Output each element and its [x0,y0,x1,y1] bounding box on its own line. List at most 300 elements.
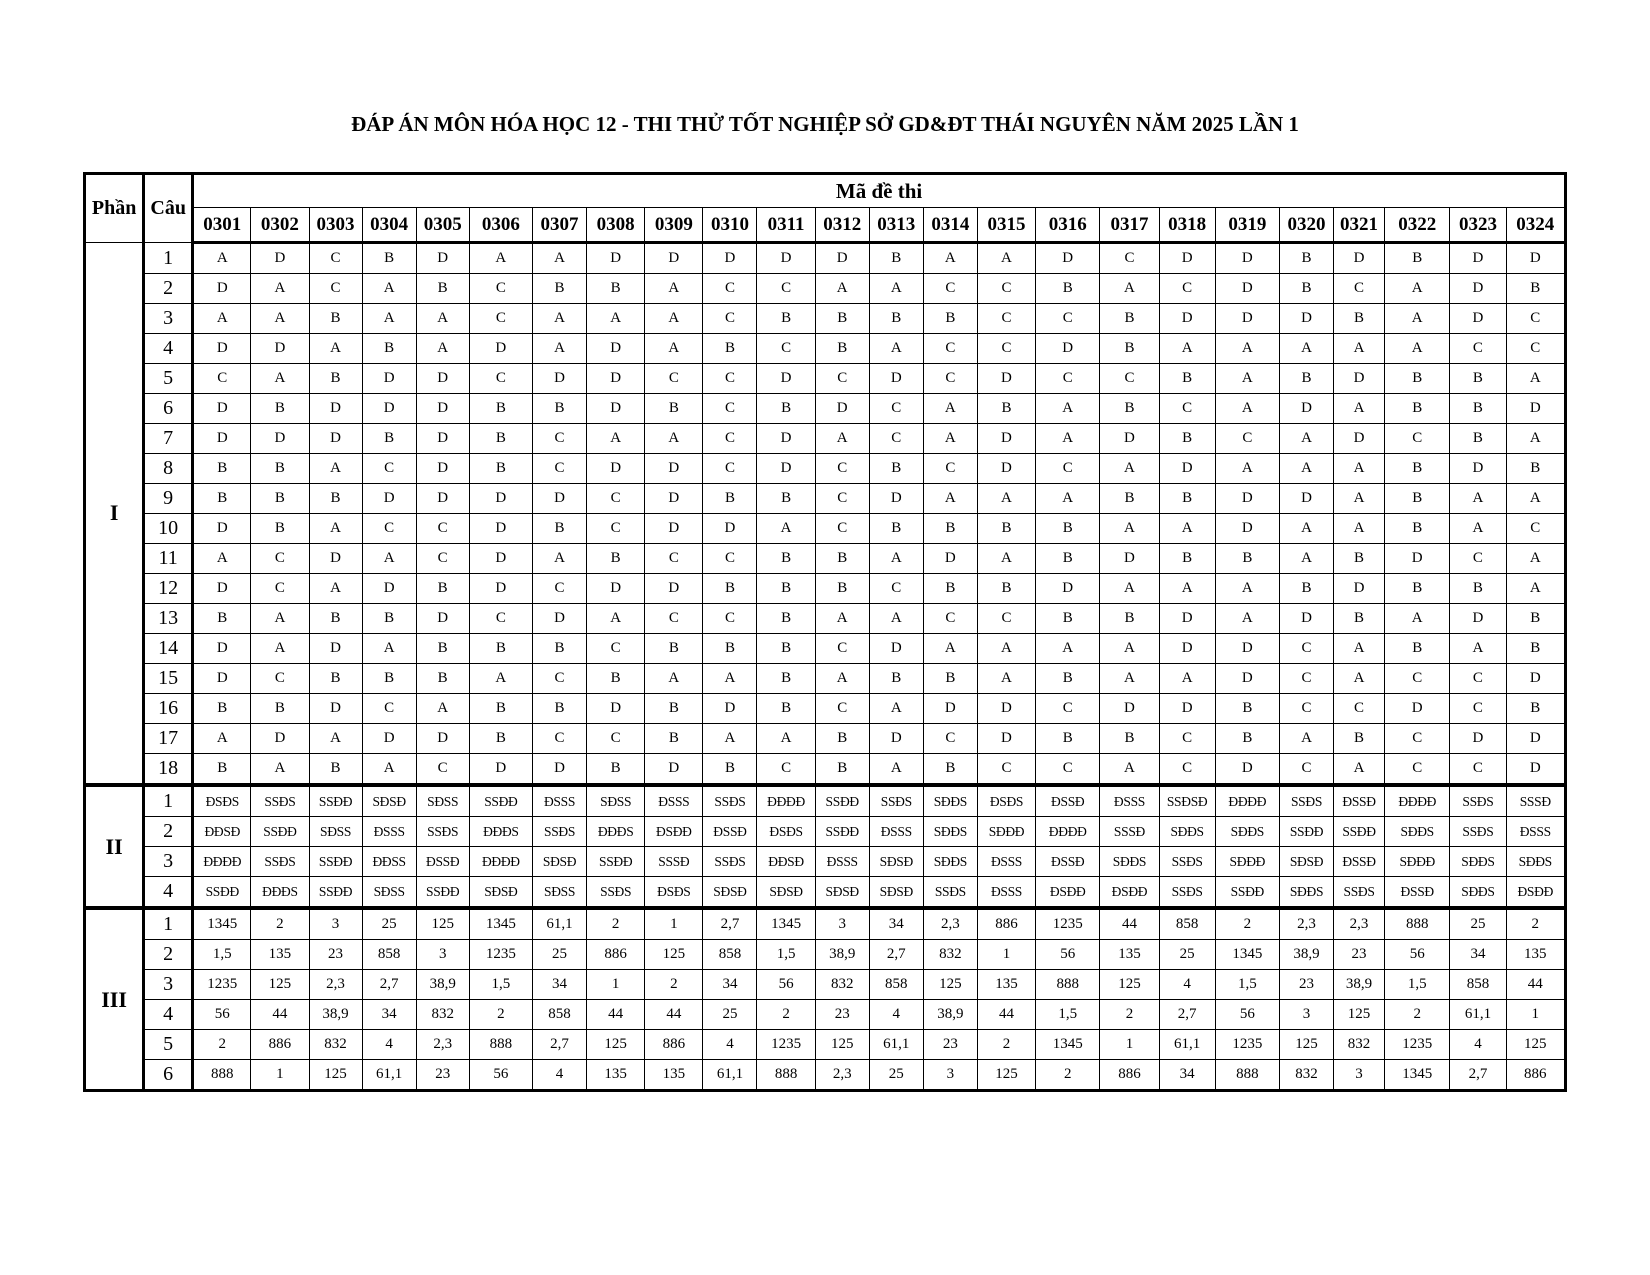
answer-cell: A [469,243,532,274]
answer-cell: 25 [869,1060,923,1091]
answer-cell: ĐSSS [977,847,1035,877]
answer-cell: A [1215,394,1279,424]
answer-cell: SSĐS [923,877,977,909]
answer-cell: 135 [1100,940,1159,970]
answer-cell: ĐSSS [532,785,586,817]
answer-cell: C [362,694,416,724]
answer-cell: SĐĐS [1159,817,1215,847]
answer-cell: D [193,424,251,454]
answer-cell: D [587,364,645,394]
answer-cell: A [757,514,815,544]
answer-row [85,604,1566,634]
answer-cell: SĐĐS [1215,817,1279,847]
answer-cell: D [1334,424,1385,454]
answer-cell: D [1159,243,1215,274]
answer-cell: D [587,334,645,364]
answer-cell: A [1385,604,1450,634]
answer-cell: B [757,574,815,604]
answer-cell: 886 [1100,1060,1159,1091]
answer-cell: A [1215,574,1279,604]
answer-cell: D [1385,694,1450,724]
answer-cell: 34 [1450,940,1506,970]
answer-cell: A [1506,484,1566,514]
answer-cell: B [757,634,815,664]
answer-cell: B [251,694,309,724]
answer-cell: SSĐS [1334,877,1385,909]
answer-cell: D [1334,364,1385,394]
answer-cell: D [532,364,586,394]
answer-cell: B [703,754,757,786]
answer-cell: SĐĐS [1279,877,1333,909]
exam-code-header: 0320 [1279,208,1333,243]
header-cau: Câu [144,174,193,243]
exam-code-header: 0308 [587,208,645,243]
answer-cell: A [977,243,1035,274]
answer-cell: ĐSSĐ [1036,785,1100,817]
answer-cell: C [815,694,869,724]
answer-cell: A [1450,514,1506,544]
answer-cell: ĐĐĐĐ [757,785,815,817]
answer-cell: D [309,544,362,574]
answer-cell: 832 [1334,1030,1385,1060]
answer-cell: 2,7 [869,940,923,970]
answer-cell: A [815,664,869,694]
answer-cell: 1 [1100,1030,1159,1060]
answer-cell: SSĐS [1450,785,1506,817]
answer-cell: 23 [309,940,362,970]
answer-cell: C [1279,694,1333,724]
answer-cell: 1345 [1036,1030,1100,1060]
answer-cell: D [532,484,586,514]
answer-cell: 886 [251,1030,309,1060]
answer-row [85,1060,1566,1091]
answer-cell: 888 [1215,1060,1279,1091]
answer-cell: B [251,514,309,544]
answer-cell: C [815,454,869,484]
answer-cell: A [362,544,416,574]
answer-cell: 886 [587,940,645,970]
answer-cell: 2,7 [532,1030,586,1060]
answer-cell: SĐĐS [1100,847,1159,877]
answer-cell: C [869,424,923,454]
answer-cell: 125 [587,1030,645,1060]
answer-cell: D [416,364,469,394]
answer-cell: D [1450,454,1506,484]
answer-cell: D [1334,243,1385,274]
answer-cell: D [815,243,869,274]
answer-cell: D [416,484,469,514]
answer-cell: 2,3 [815,1060,869,1091]
answer-cell: 1 [977,940,1035,970]
answer-cell: D [1450,243,1506,274]
answer-row [85,664,1566,694]
answer-cell: B [193,694,251,724]
answer-cell: A [1036,394,1100,424]
answer-cell: SSĐSĐ [1159,785,1215,817]
answer-cell: C [1036,454,1100,484]
question-number: 15 [144,664,193,694]
answer-cell: C [703,454,757,484]
answer-cell: B [1100,604,1159,634]
answer-cell: B [1279,274,1333,304]
answer-cell: B [1036,604,1100,634]
answer-cell: 3 [815,908,869,940]
answer-cell: B [1036,544,1100,574]
answer-cell: B [757,394,815,424]
answer-cell: D [869,364,923,394]
answer-cell: B [977,514,1035,544]
answer-cell: D [193,394,251,424]
answer-cell: SĐSĐ [815,877,869,909]
answer-cell: B [1506,454,1566,484]
answer-cell: C [532,424,586,454]
answer-cell: D [1215,754,1279,786]
answer-cell: B [1036,664,1100,694]
answer-cell: D [1159,694,1215,724]
answer-cell: D [869,724,923,754]
answer-row [85,274,1566,304]
answer-cell: 34 [532,970,586,1000]
answer-cell: 23 [815,1000,869,1030]
answer-cell: B [362,604,416,634]
answer-cell: 886 [645,1030,703,1060]
answer-cell: A [416,304,469,334]
answer-cell: C [869,574,923,604]
answer-cell: ĐSSS [645,785,703,817]
answer-cell: B [815,754,869,786]
answer-cell: B [757,664,815,694]
answer-cell: 3 [309,908,362,940]
answer-cell: C [1506,304,1566,334]
answer-cell: A [309,514,362,544]
answer-cell: 1345 [193,908,251,940]
answer-cell: A [645,664,703,694]
answer-cell: D [416,243,469,274]
answer-cell: C [757,334,815,364]
answer-cell: D [1215,274,1279,304]
answer-row [85,1000,1566,1030]
answer-cell: C [1036,364,1100,394]
answer-cell: D [703,514,757,544]
answer-cell: 38,9 [1279,940,1333,970]
answer-cell: SSĐĐ [193,877,251,909]
answer-cell: B [923,664,977,694]
answer-cell: SĐSĐ [532,847,586,877]
answer-cell: C [1506,334,1566,364]
answer-cell: 25 [1450,908,1506,940]
answer-cell: 4 [703,1030,757,1060]
answer-cell: 56 [1036,940,1100,970]
answer-cell: 1 [251,1060,309,1091]
answer-cell: SSĐĐ [309,785,362,817]
answer-cell: B [416,634,469,664]
answer-cell: ĐĐĐĐ [469,847,532,877]
answer-cell: A [1100,454,1159,484]
answer-cell: ĐĐĐĐ [193,847,251,877]
answer-cell: B [1279,364,1333,394]
exam-code-header: 0313 [869,208,923,243]
answer-cell: A [587,424,645,454]
answer-cell: 34 [869,908,923,940]
answer-cell: 3 [1334,1060,1385,1091]
answer-cell: C [645,604,703,634]
answer-cell: C [1450,694,1506,724]
answer-cell: C [532,574,586,604]
answer-cell: D [1279,484,1333,514]
answer-row [85,724,1566,754]
answer-cell: ĐSĐĐ [1100,877,1159,909]
exam-code-header: 0307 [532,208,586,243]
answer-cell: SSĐS [532,817,586,847]
answer-cell: 1,5 [757,940,815,970]
answer-cell: 1 [1506,1000,1566,1030]
answer-cell: D [362,724,416,754]
document-title: ĐÁP ÁN MÔN HÓA HỌC 12 - THI THỬ TỐT NGHIỆP SỞ GD&ĐT THÁI NGUYÊN NĂM 2025 LẦN 1 [351,112,1299,136]
answer-cell: D [532,754,586,786]
answer-cell: B [362,664,416,694]
question-number: 6 [144,1060,193,1091]
answer-cell: C [1159,724,1215,754]
answer-cell: C [977,754,1035,786]
answer-cell: 1345 [1385,1060,1450,1091]
answer-row [85,847,1566,877]
question-number: 5 [144,1030,193,1060]
answer-row [85,514,1566,544]
answer-cell: B [757,544,815,574]
answer-cell: C [977,274,1035,304]
answer-cell: A [1159,574,1215,604]
question-number: 11 [144,544,193,574]
answer-cell: 888 [469,1030,532,1060]
answer-cell: A [1385,274,1450,304]
answer-cell: 2 [1100,1000,1159,1030]
answer-cell: ĐSĐS [193,785,251,817]
answer-cell: B [1385,634,1450,664]
answer-cell: B [1506,604,1566,634]
answer-cell: D [416,454,469,484]
answer-cell: D [362,484,416,514]
answer-cell: SSĐS [1279,785,1333,817]
question-number: 3 [144,847,193,877]
answer-cell: 2 [251,908,309,940]
answer-cell: 1 [587,970,645,1000]
answer-cell: 2,7 [703,908,757,940]
answer-cell: D [1159,604,1215,634]
answer-cell: C [469,274,532,304]
answer-cell: SSĐĐ [469,785,532,817]
answer-cell: D [1215,484,1279,514]
answer-cell: B [923,304,977,334]
answer-cell: SĐSĐ [703,877,757,909]
answer-row [85,754,1566,786]
answer-cell: C [532,454,586,484]
answer-row [85,304,1566,334]
answer-cell: D [1215,514,1279,544]
answer-cell: A [1215,364,1279,394]
question-number: 12 [144,574,193,604]
answer-cell: 832 [309,1030,362,1060]
answer-cell: A [1279,514,1333,544]
answer-cell: B [923,574,977,604]
answer-cell: C [977,604,1035,634]
answer-cell: 23 [1334,940,1385,970]
answer-cell: A [1279,424,1333,454]
answer-cell: C [1450,754,1506,786]
answer-cell: 125 [645,940,703,970]
exam-code-header: 0304 [362,208,416,243]
answer-cell: SSĐĐ [815,817,869,847]
answer-cell: B [362,334,416,364]
answer-cell: D [1215,304,1279,334]
answer-cell: B [1385,243,1450,274]
answer-cell: ĐSSĐ [703,817,757,847]
answer-cell: A [1100,754,1159,786]
question-number: 1 [144,243,193,274]
answer-cell: B [193,454,251,484]
answer-cell: B [532,694,586,724]
answer-cell: SSĐĐ [587,847,645,877]
answer-cell: SĐĐS [923,817,977,847]
answer-cell: D [416,394,469,424]
answer-cell: 44 [1506,970,1566,1000]
answer-row [85,334,1566,364]
answer-cell: SSĐS [416,817,469,847]
answer-cell: D [309,634,362,664]
answer-cell: C [815,514,869,544]
answer-cell: 1235 [469,940,532,970]
answer-cell: D [757,454,815,484]
answer-cell: 888 [1385,908,1450,940]
answer-cell: 2 [1506,908,1566,940]
answer-row [85,1030,1566,1060]
answer-cell: A [193,724,251,754]
answer-cell: D [416,604,469,634]
answer-cell: C [1385,664,1450,694]
answer-cell: B [532,394,586,424]
answer-cell: A [309,574,362,604]
answer-cell: B [703,574,757,604]
answer-cell: 61,1 [703,1060,757,1091]
answer-cell: A [251,754,309,786]
answer-cell: 2,3 [1334,908,1385,940]
answer-cell: ĐSĐĐ [1036,877,1100,909]
answer-cell: 3 [1279,1000,1333,1030]
answer-cell: ĐSSĐ [1334,847,1385,877]
answer-cell: B [362,243,416,274]
answer-cell: D [869,634,923,664]
answer-cell: D [645,454,703,484]
answer-cell: B [1385,364,1450,394]
answer-cell: B [1036,514,1100,544]
answer-cell: SĐĐS [1450,847,1506,877]
answer-row [85,940,1566,970]
answer-cell: B [1450,424,1506,454]
answer-cell: A [815,424,869,454]
answer-cell: B [923,754,977,786]
answer-cell: D [362,364,416,394]
answer-cell: A [193,304,251,334]
answer-cell: B [469,724,532,754]
answer-cell: C [815,364,869,394]
answer-cell: 2 [1036,1060,1100,1091]
answer-cell: B [416,664,469,694]
answer-cell: ĐSSĐ [1385,877,1450,909]
answer-cell: ĐĐĐS [587,817,645,847]
answer-cell: A [362,274,416,304]
answer-cell: A [703,724,757,754]
answer-cell: D [193,634,251,664]
answer-cell: 56 [193,1000,251,1030]
answer-cell: B [309,484,362,514]
answer-cell: 25 [1159,940,1215,970]
answer-cell: 61,1 [869,1030,923,1060]
answer-cell: B [469,634,532,664]
answer-cell: A [532,243,586,274]
exam-code-header: 0301 [193,208,251,243]
answer-cell: A [251,604,309,634]
answer-cell: D [1100,424,1159,454]
answer-cell: D [1506,243,1566,274]
answer-cell: D [703,243,757,274]
answer-cell: 56 [469,1060,532,1091]
answer-cell: A [1334,454,1385,484]
answer-cell: SSĐS [1159,877,1215,909]
answer-cell: 125 [1506,1030,1566,1060]
answer-cell: 38,9 [815,940,869,970]
answer-cell: B [587,754,645,786]
answer-cell: B [703,634,757,664]
answer-cell: A [587,304,645,334]
answer-cell: ĐSSĐ [1036,847,1100,877]
question-number: 4 [144,1000,193,1030]
answer-cell: SSSĐ [1100,817,1159,847]
answer-cell: A [923,484,977,514]
section-label: II [85,785,144,908]
answer-cell: D [587,243,645,274]
answer-cell: 125 [1334,1000,1385,1030]
answer-cell: SSĐĐ [1279,817,1333,847]
answer-cell: A [1215,454,1279,484]
answer-cell: D [1450,604,1506,634]
answer-cell: 1235 [1215,1030,1279,1060]
answer-cell: D [362,394,416,424]
answer-cell: D [1385,544,1450,574]
answer-cell: A [1334,754,1385,786]
answer-row [85,970,1566,1000]
answer-cell: B [1215,544,1279,574]
answer-cell: A [532,304,586,334]
answer-cell: C [251,574,309,604]
answer-cell: D [977,724,1035,754]
answer-cell: 125 [251,970,309,1000]
answer-cell: C [1036,304,1100,334]
answer-cell: B [1385,514,1450,544]
answer-cell: A [977,544,1035,574]
answer-cell: C [1159,394,1215,424]
answer-cell: C [1036,694,1100,724]
question-number: 10 [144,514,193,544]
exam-code-header: 0318 [1159,208,1215,243]
answer-cell: A [1450,484,1506,514]
exam-code-header: 0323 [1450,208,1506,243]
answer-row [85,785,1566,817]
exam-code-header: 0316 [1036,208,1100,243]
answer-cell: A [532,334,586,364]
answer-cell: 1 [645,908,703,940]
answer-cell: A [1334,514,1385,544]
answer-cell: B [1450,574,1506,604]
answer-cell: C [1279,634,1333,664]
